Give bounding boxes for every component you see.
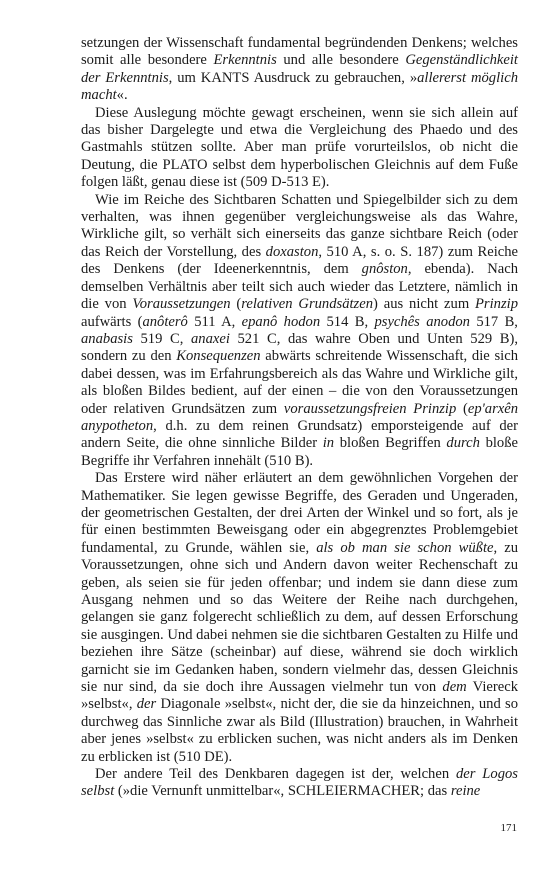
text-run: bloßen Begriffen [334, 435, 447, 452]
text-run: (»die Vernunft unmittelbar«, SCHLEIERMACHER; das [114, 783, 451, 800]
italic-run: der Logos selbst [81, 766, 518, 800]
text-run: Das Erstere wird näher erläutert an dem gewöhnlichen Vorgehen der Mathematiker. Sie legen gewisse Begriffe, des Geraden und Ungeraden, der geometrischen Gestalten, der drei Arten der Winkel und so fort, als je für einen bestimmten Beweisgang oder ein abgegrenztes Problemgebiet fundamental, zu Grunde, wählen sie, [81, 470, 518, 556]
text-run: Der andere Teil des Denkbaren dagegen ist der, welchen [95, 766, 456, 783]
paragraph [81, 105, 518, 192]
italic-run: als ob man sie schon wüßte [316, 539, 494, 556]
italic-run: Erkenntnis [213, 52, 277, 69]
text-run: 514 B, [320, 313, 375, 330]
text-run: ) aus nicht zum [373, 296, 476, 313]
text-run: «. [116, 87, 128, 104]
italic-run: doxaston [265, 243, 319, 260]
italic-run: Gegenständlichkeit der Erkenntnis [81, 52, 518, 86]
paragraph [81, 470, 518, 766]
italic-run: ep'arxên anypotheton [81, 400, 519, 434]
page-number: 171 [500, 822, 517, 834]
italic-run: allererst möglich macht [81, 69, 518, 104]
text-run: Viereck »selbst«, [81, 679, 518, 713]
text-run: , d.h. zu dem reinen Grundsatz) emporsteigende auf der andern Seite, die ohne sinnliche Bilder [81, 417, 518, 452]
italic-run: anaxei [191, 330, 230, 347]
text-run: 517 B, [469, 313, 518, 330]
text-run: aufwärts ( [81, 313, 143, 330]
text-run: 521 C, das wahre Oben und Unten 529 B), sondern zu den [81, 330, 519, 365]
italic-run: der [136, 696, 157, 713]
italic-run: relativen Grundsätzen [241, 296, 374, 313]
text-run: Wie im Reiche des Sichtbaren Schatten und Spiegelbilder sich zu dem verhalten, was ihnen gegenüber vergleichungsweise als das Wahre, Wirkliche gilt, so verhält sich einerseits das ganze sichtbare Reich (oder das Reich der Vorstellung, des [81, 191, 518, 260]
italic-run: anôterô [142, 313, 188, 330]
italic-run: reine [450, 783, 481, 800]
text-run: abwärts schreitende Wissenschaft, die sich dabei dessen, was im Erfahrungsbereich als das Wahre und Wirkliche gilt, als bloßen Bildes bedient, auf der einen – die von den Voraussetzungen oder relativen Grundsätzen zum [81, 348, 518, 417]
italic-run: Prinzip [475, 296, 518, 313]
text-run: ( [230, 296, 242, 313]
text-run: 519 C, [132, 330, 191, 347]
italic-run: durch [446, 435, 480, 452]
italic-run: epanô hodon [241, 313, 321, 330]
italic-run: dem [442, 679, 467, 696]
italic-run: anabasis [81, 330, 133, 347]
text-run: und alle besondere [276, 52, 406, 69]
text-run: setzungen der Wissenschaft fundamental begründenden Denkens; welches somit alle besondere [81, 35, 518, 69]
text-run: , 510 A, s. o. S. 187) zum Reiche des Denkens (der Ideenerkenntnis, dem [81, 243, 519, 278]
text-run: , ebenda). Nach demselben Verhältnis aber teilt sich auch wieder das Letztere, nämlich in die von [81, 261, 518, 313]
paragraph [81, 35, 518, 105]
text-run: 511 A, [187, 313, 242, 330]
italic-run: voraussetzungsfreien Prinzip [283, 400, 457, 417]
text-run: ( [456, 400, 468, 417]
italic-run: gnôston [361, 261, 408, 278]
italic-run: Konsequenzen [176, 348, 261, 365]
text-run: Diagonale »selbst«, nicht der, die sie da hinzeichnen, und so durchweg das Sinnliche zwar als Bild (Illustration) brauchen, in Wahrheit aber jenes »selbst« zu erblicken suchen, was nicht anders als im Denken zu erblicken ist (510 DE). [81, 696, 518, 765]
body-text [81, 35, 518, 801]
text-run: bloße Begriffe ihr Verfahren innehält (510 B). [81, 435, 518, 469]
paragraph [81, 192, 518, 471]
text-run: , zu Voraussetzungen, ohne sich und Andern davon weiter Rechenschaft zu geben, als seien sie für jeden offenbar; und indem sie dann diese zum Ausgang nehmen und so das Weitere der Reihe nach durchgehen, gelangen sie ganz folgerecht schließlich zu dem, auf dessen Erforschung sie ausgingen. Und dabei nehmen sie die sichtbaren Gestalten zu Hilfe und beziehen ihre Sätze (scheinbar) auf diese, während sie doch wirklich garnicht sie im Gedanken haben, sondern vielmehr das, dessen Gleichnis sie nur sind, da sie doch ihre Aussagen vielmehr tun von [81, 539, 519, 696]
text-run: Diese Auslegung möchte gewagt erscheinen, wenn sie sich allein auf das bisher Dargelegte und etwa die Vergleichung des Phaedo und des Gastmahls stützen sollte. Aber man prüfe vorurteilslos, ob nicht die Deutung, die PLATO selbst dem hyperbolischen Gleichnis auf dem Fuße folgen läßt, genau diese ist (509 D-513 E). [81, 104, 518, 191]
italic-run: psychês anodon [374, 313, 470, 330]
text-run: , um KANTS Ausdruck zu gebrauchen, » [168, 69, 418, 86]
italic-run: in [322, 435, 335, 452]
paragraph [81, 766, 518, 801]
italic-run: Voraussetzungen [132, 296, 231, 313]
